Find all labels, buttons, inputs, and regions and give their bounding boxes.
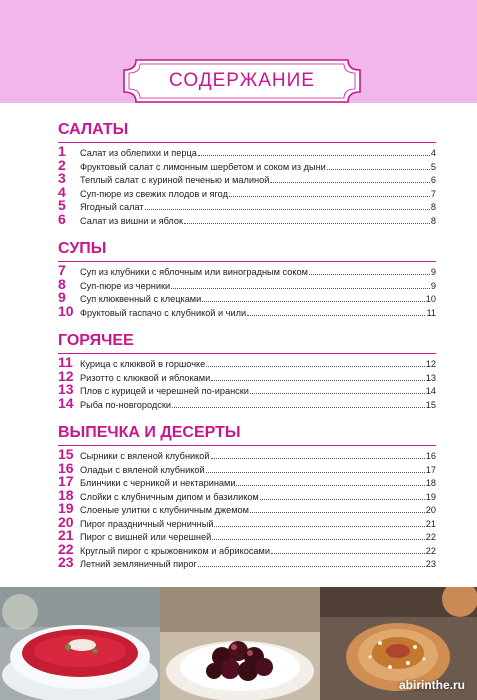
- entry-page-number: 23: [425, 559, 436, 569]
- toc-entry: [58, 540, 436, 557]
- entry-number: 19: [58, 500, 74, 516]
- entry-number: 16: [58, 459, 74, 476]
- dot-leader: [250, 511, 425, 513]
- dot-leader: [145, 208, 430, 210]
- entry-page-number: 10: [425, 294, 436, 304]
- entry-page-number: 14: [425, 386, 436, 396]
- entry-page-number: 20: [425, 505, 436, 515]
- entry-number: 23: [58, 554, 74, 570]
- dot-leader: [309, 273, 430, 275]
- entry-title: Слойки с клубничным дипом и базиликом: [80, 491, 259, 502]
- entry-page-number: 15: [425, 399, 436, 410]
- toc-entry: [58, 556, 436, 570]
- dot-leader: [271, 552, 425, 554]
- toc-entry: [58, 199, 436, 213]
- entry-title: Салат из облепихи и перца: [80, 148, 197, 158]
- section-title: ГОРЯЧЕЕ: [58, 331, 436, 354]
- watermark: abirinthe.ru: [398, 678, 465, 692]
- entry-page-number: 12: [425, 359, 436, 369]
- entry-title: Плов с курицей и черешней по-ирански: [80, 386, 249, 396]
- entry-title: Теплый салат с куриной печенью и малиной: [80, 175, 270, 185]
- entry-title: Суп из клубники с яблочным или виноградным соком: [80, 267, 308, 277]
- entry-page-number: 7: [430, 188, 436, 199]
- entry-number: 22: [58, 540, 74, 557]
- entry-page-number: 19: [425, 491, 436, 502]
- toc-section: [58, 423, 436, 570]
- toc-entry: [58, 302, 436, 319]
- entry-page-number: 22: [425, 545, 436, 556]
- dot-leader: [198, 154, 430, 156]
- toc-entry: [58, 264, 436, 278]
- entry-title: Ягодный салат: [80, 202, 144, 212]
- dot-leader: [260, 498, 425, 500]
- entry-title: Пирог праздничный черничный: [80, 518, 214, 529]
- entry-number: 21: [58, 527, 74, 543]
- entry-title: Рыба по-новгородски: [80, 399, 172, 410]
- entry-number: 3: [58, 170, 66, 186]
- entry-title: Фруктовый гаспачо с клубникой и чили: [80, 307, 247, 318]
- entry-page-number: 13: [425, 372, 436, 383]
- dot-leader: [236, 484, 424, 486]
- dot-leader: [327, 168, 430, 170]
- entry-page-number: 17: [425, 464, 436, 475]
- entry-title: Летний земляничный пирог: [80, 559, 197, 569]
- entry-page-number: 21: [425, 518, 436, 529]
- entry-title: Оладьи с вяленой клубникой: [80, 464, 205, 475]
- entry-number: 6: [58, 210, 66, 227]
- photo-strip: [0, 587, 477, 700]
- toc-entry: [58, 210, 436, 227]
- entry-title: Суп-пюре из свежих плодов и ягод: [80, 188, 228, 199]
- dot-leader: [250, 392, 425, 394]
- page-title: СОДЕРЖАНИЕ: [169, 70, 315, 91]
- table-of-contents: [58, 120, 436, 583]
- toc-entry: [58, 394, 436, 411]
- entry-page-number: 8: [430, 202, 436, 212]
- entry-number: 7: [58, 262, 66, 278]
- entry-title: Фруктовый салат с лимонным шербетом и соком из дыни: [80, 161, 326, 172]
- section-title: ВЫПЕЧКА И ДЕСЕРТЫ: [58, 423, 436, 446]
- entry-page-number: 6: [430, 175, 436, 185]
- dot-leader: [247, 314, 425, 316]
- entry-page-number: 8: [430, 215, 436, 226]
- toc-entry: [58, 275, 436, 292]
- title-frame: [122, 58, 362, 104]
- entry-number: 5: [58, 197, 66, 213]
- entry-number: 14: [58, 394, 74, 411]
- entry-page-number: 9: [430, 267, 436, 277]
- entry-number: 15: [58, 446, 74, 462]
- entry-title: Блинчики с черникой и нектаринами: [80, 478, 236, 488]
- entry-title: Суп-пюре из черники: [80, 280, 171, 291]
- entry-page-number: 11: [426, 307, 436, 318]
- entry-title: Слоеные улитки с клубничным джемом: [80, 505, 249, 515]
- entry-title: Курица с клюквой в горшочке: [80, 359, 206, 369]
- dot-leader: [211, 457, 425, 459]
- entry-number: 1: [58, 143, 66, 159]
- entry-number: 12: [58, 367, 74, 384]
- dot-leader: [211, 379, 425, 381]
- entry-number: 10: [58, 302, 74, 319]
- dot-leader: [214, 525, 424, 527]
- entry-number: 11: [58, 354, 73, 370]
- entry-page-number: 16: [425, 451, 436, 461]
- dot-leader: [202, 300, 425, 302]
- toc-section: [58, 120, 436, 226]
- toc-entry: [58, 156, 436, 173]
- section-title: САЛАТЫ: [58, 120, 436, 143]
- toc-entry: [58, 383, 436, 397]
- dot-leader: [229, 195, 430, 197]
- entry-title: Ризотто с клюквой и яблоками: [80, 372, 211, 383]
- toc-entry: [58, 172, 436, 186]
- dot-leader: [172, 406, 425, 408]
- dot-leader: [206, 471, 425, 473]
- toc-entry: [58, 356, 436, 370]
- entry-number: 20: [58, 513, 74, 530]
- dot-leader: [206, 365, 425, 367]
- toc-entry: [58, 367, 436, 384]
- entry-number: 4: [58, 183, 66, 200]
- toc-entry: [58, 459, 436, 476]
- dot-leader: [212, 538, 425, 540]
- toc-entry: [58, 486, 436, 503]
- toc-entry: [58, 529, 436, 543]
- entry-title: Салат из вишни и яблок: [80, 215, 184, 226]
- toc-entry: [58, 183, 436, 200]
- toc-entry: [58, 145, 436, 159]
- entry-title: Сырники с вяленой клубникой: [80, 451, 210, 461]
- toc-entry: [58, 513, 436, 530]
- toc-entry: [58, 291, 436, 305]
- entry-page-number: 9: [430, 280, 436, 291]
- toc-section: [58, 239, 436, 318]
- entry-page-number: 22: [425, 532, 436, 542]
- entry-title: Круглый пирог с крыжовником и абрикосами: [80, 545, 270, 556]
- entry-number: 13: [58, 381, 74, 397]
- toc-entry: [58, 475, 436, 489]
- dot-leader: [171, 287, 430, 289]
- photo-cherries: [160, 587, 320, 700]
- entry-number: 9: [58, 289, 66, 305]
- dot-leader: [184, 222, 430, 224]
- entry-page-number: 5: [430, 161, 436, 172]
- entry-number: 2: [58, 156, 66, 173]
- toc-entry: [58, 448, 436, 462]
- section-title: СУПЫ: [58, 239, 436, 262]
- toc-section: [58, 331, 436, 410]
- entry-number: 8: [58, 275, 66, 292]
- dot-leader: [198, 565, 425, 567]
- entry-title: Суп клюквенный с клецками: [80, 294, 202, 304]
- entry-page-number: 4: [430, 148, 436, 158]
- entry-title: Пирог с вишней или черешней: [80, 532, 212, 542]
- dot-leader: [270, 181, 430, 183]
- photo-borscht: [0, 587, 160, 700]
- toc-entry: [58, 502, 436, 516]
- entry-number: 17: [58, 473, 74, 489]
- entry-page-number: 18: [425, 478, 436, 488]
- entry-number: 18: [58, 486, 74, 503]
